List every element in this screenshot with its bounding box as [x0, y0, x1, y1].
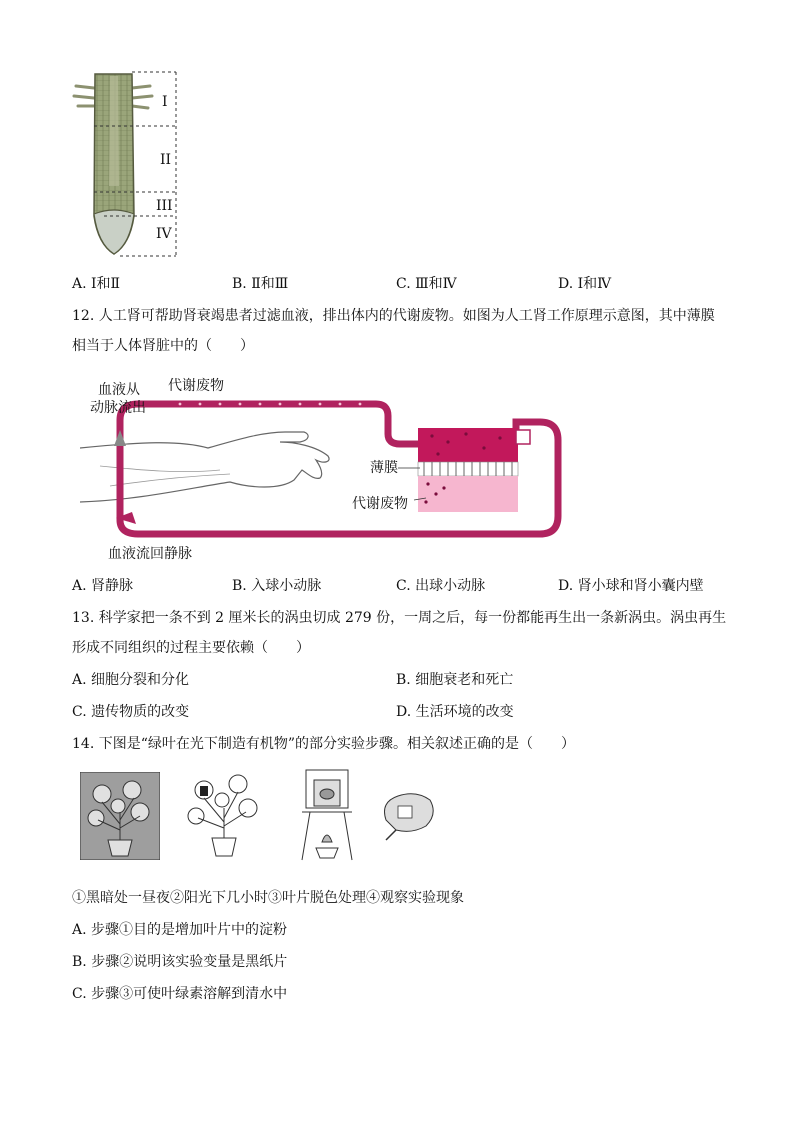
q12-option-b[interactable]: B. 入球小动脉 [232, 578, 322, 594]
q14-option-a[interactable]: A. 步骤①目的是增加叶片中的淀粉 [72, 922, 288, 938]
label-blood-out-1: 血液从 [98, 382, 140, 398]
step-1-dark-plant [80, 772, 160, 860]
q13-option-c[interactable]: C. 遗传物质的改变 [72, 704, 190, 720]
q14-option-c[interactable]: C. 步骤③可使叶绿素溶解到清水中 [72, 986, 288, 1002]
q11-option-b[interactable]: B. Ⅱ和Ⅲ [232, 276, 289, 292]
q14-option-b[interactable]: B. 步骤②说明该实验变量是黑纸片 [72, 954, 288, 970]
label-blood-back: 血液流回静脉 [108, 546, 192, 562]
q12-stem-line2: 相当于人体肾脏中的（ ） [72, 338, 254, 354]
q12-option-c[interactable]: C. 出球小动脉 [396, 578, 486, 594]
q12-option-a[interactable]: A. 肾静脉 [72, 578, 134, 594]
q12-stem-line1: 12. 人工肾可帮助肾衰竭患者过滤血液，排出体内的代谢废物。如图为人工肾工作原理示意图，其中薄膜 [72, 308, 715, 324]
q11-option-d[interactable]: D. I和Ⅳ [558, 276, 612, 292]
q13-option-d[interactable]: D. 生活环境的改变 [396, 704, 514, 720]
q13-option-a[interactable]: A. 细胞分裂和分化 [72, 672, 190, 688]
q14-steps: ①黑暗处一昼夜②阳光下几小时③叶片脱色处理④观察实验现象 [72, 890, 464, 906]
zone-label-1: I [162, 94, 168, 110]
zone-label-4: IV [156, 226, 172, 242]
q11-option-c[interactable]: C. Ⅲ和Ⅳ [396, 276, 457, 292]
q13-stem-line1: 13. 科学家把一条不到 2 厘米长的涡虫切成 279 份，一周之后，每一份都能再生出一条新涡虫。涡虫再生 [72, 610, 727, 626]
label-waste-top: 代谢废物 [168, 378, 224, 394]
label-waste-bottom: 代谢废物 [352, 496, 408, 512]
step-4-observe-leaf [376, 790, 440, 842]
q12-option-d[interactable]: D. 肾小球和肾小囊内壁 [558, 578, 704, 594]
label-membrane: 薄膜 [370, 460, 398, 476]
zone-label-3: III [156, 198, 173, 214]
label-blood-out-2: 动脉流出 [90, 400, 146, 416]
q13-stem-line2: 形成不同组织的过程主要依赖（ ） [72, 640, 310, 656]
step-2-sunlight-plant [182, 770, 266, 860]
step-3-decolor-setup [296, 768, 358, 862]
q13-option-b[interactable]: B. 细胞衰老和死亡 [396, 672, 514, 688]
artificial-kidney-diagram [80, 370, 580, 570]
root-tip-figure [70, 66, 190, 260]
q11-option-a[interactable]: A. I和Ⅱ [72, 276, 121, 292]
q14-stem: 14. 下图是“绿叶在光下制造有机物”的部分实验步骤。相关叙述正确的是（ ） [72, 736, 576, 752]
zone-label-2: II [160, 152, 172, 168]
